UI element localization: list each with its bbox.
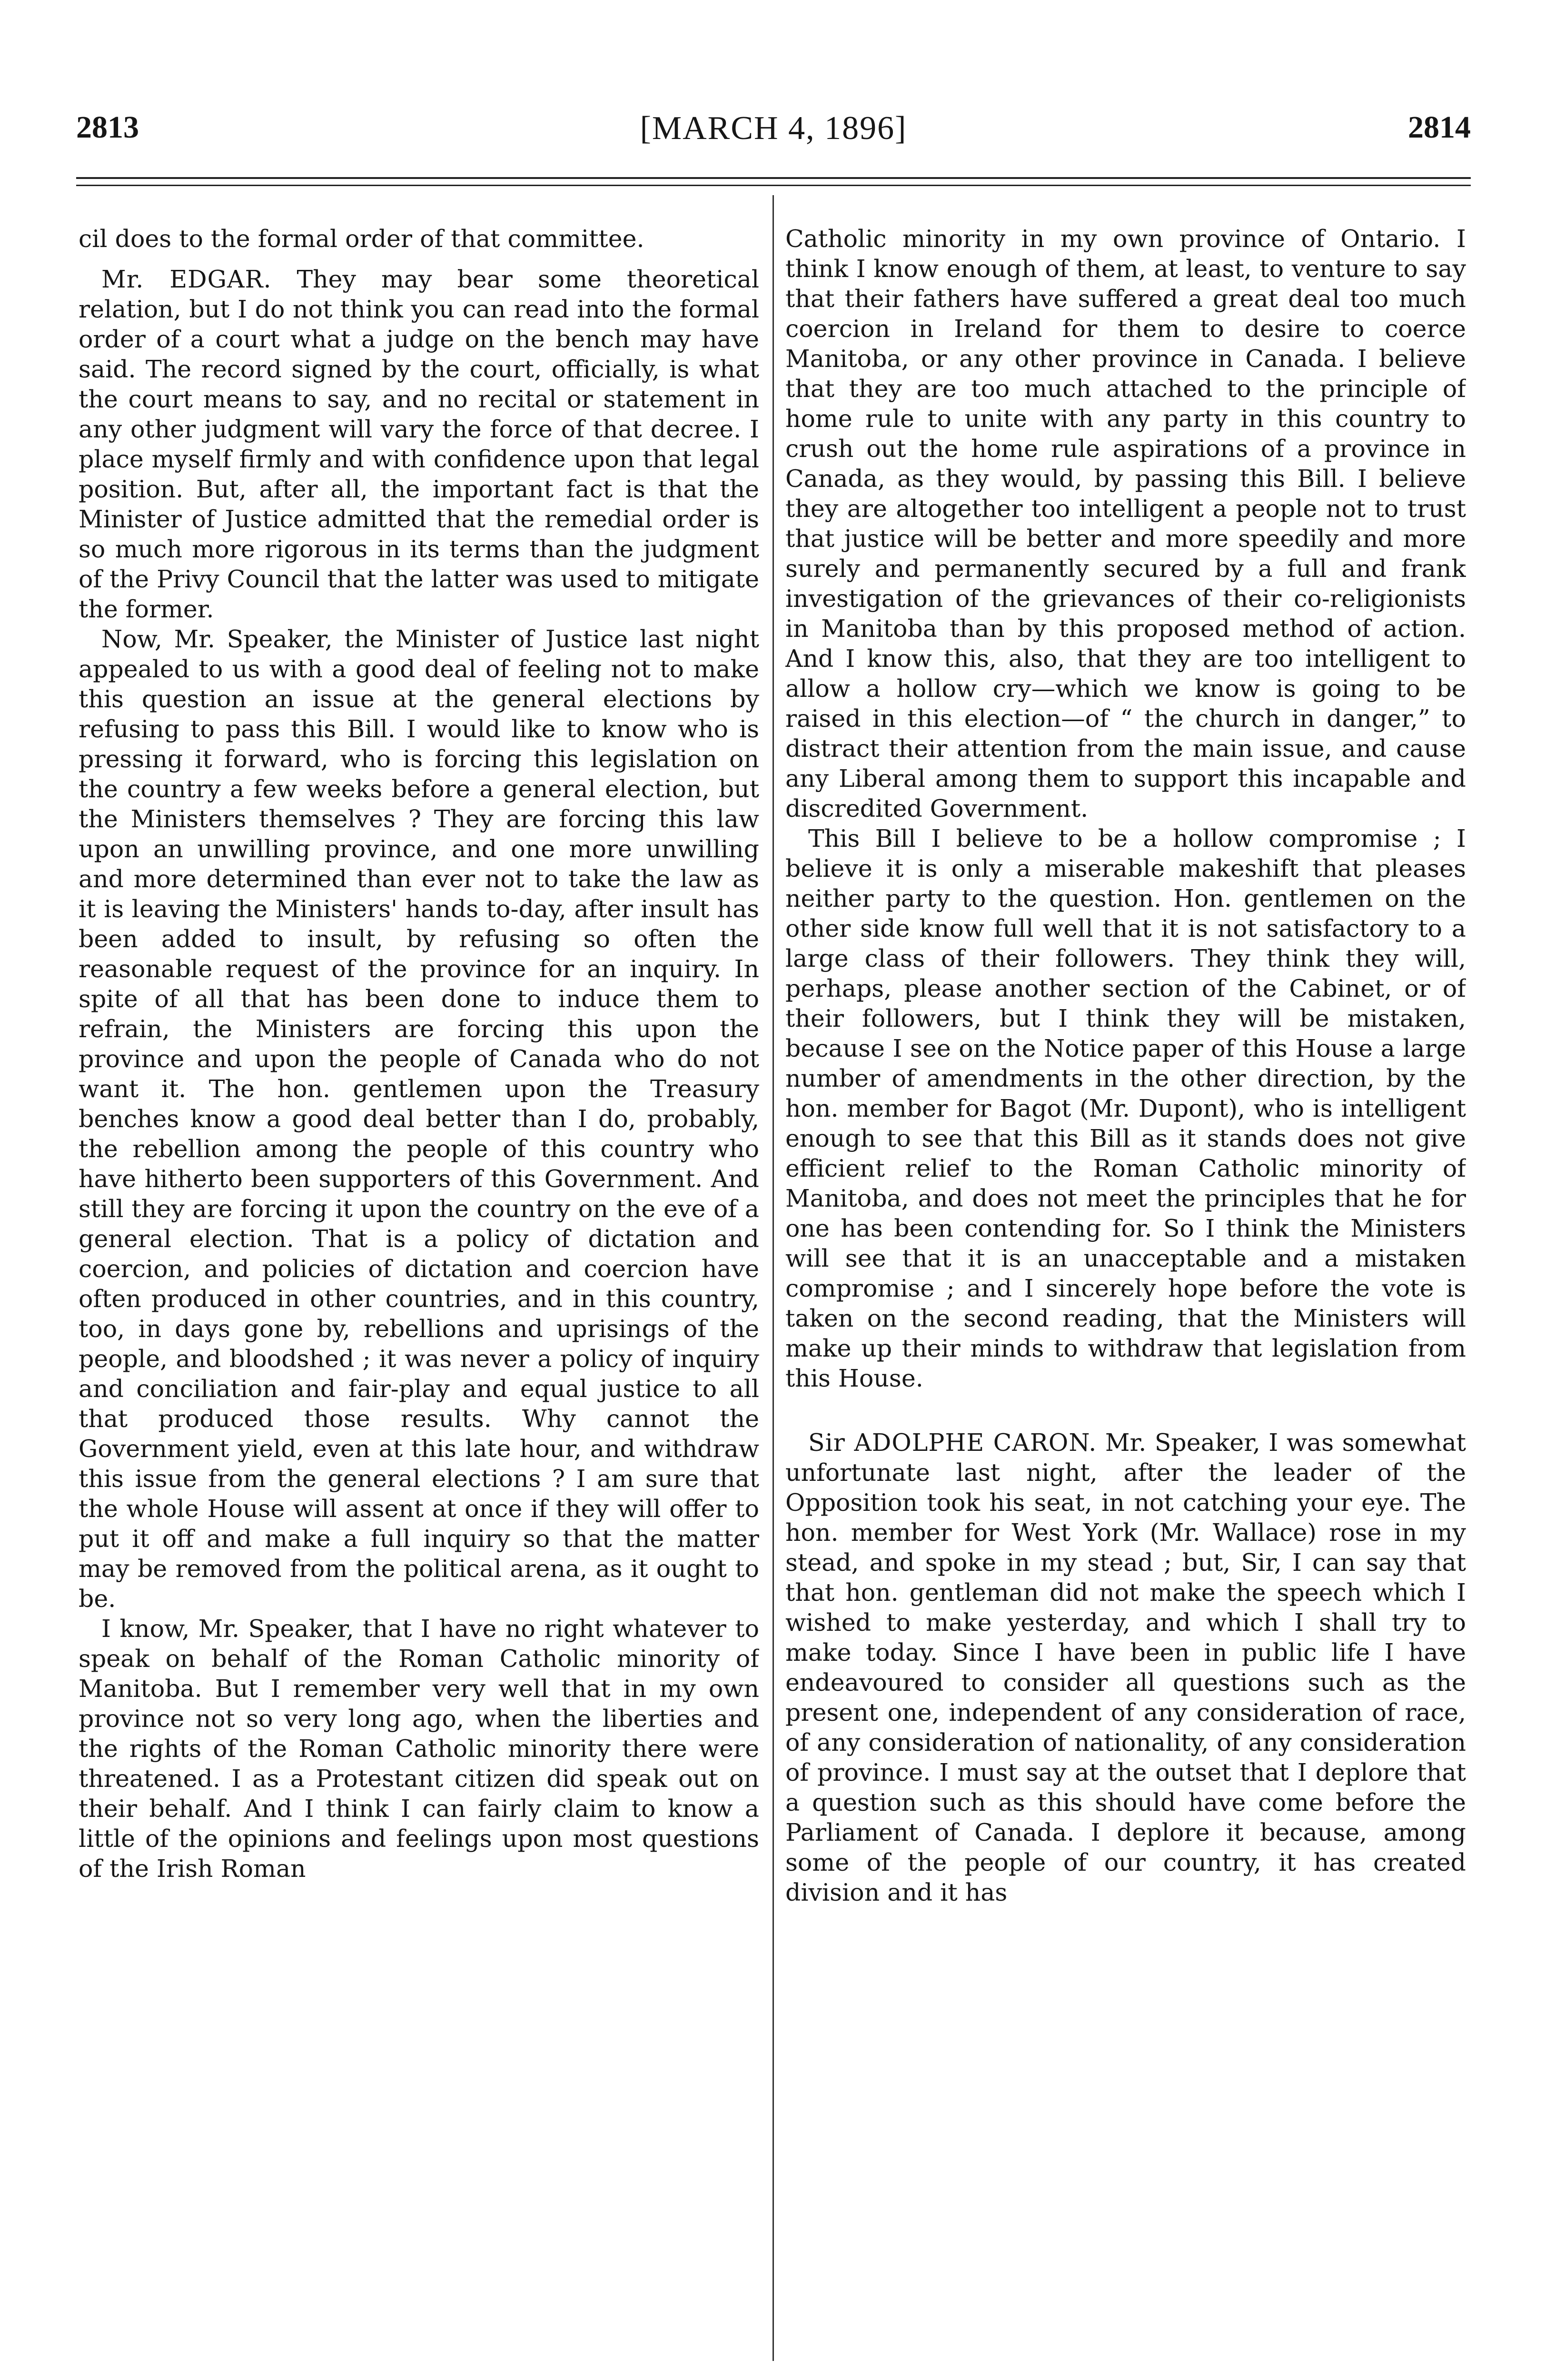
paragraph-text: Mr. Speaker, I was somewhat unfortunate last night, after the leader of the Opposition took his seat, in not catching your eye. The hon. member for West York (Mr. Wallace) rose in my stead, and spoke in my stead ; but, Sir, I can say that that hon. gentleman did not make the speech which I wished to make yesterday, and which I shall try to make today. Since I have been in public life I have endeavoured to consider all questions such as the present one, independent of any consideration of race, of any consideration of nationality, of any consideration of province. I must say at the outset that I deplore that a question such as this should have come before the Parliament of Canada. I deplore it because, among some of the people of our country, it has created division and it has — [785, 1428, 1466, 1906]
header-rule-bottom — [76, 185, 1471, 186]
header-rule-top — [76, 177, 1471, 179]
paragraph-text: This Bill I believe to be a hollow compromise ; I believe it is only a miserable makeshift that pleases neither party to the question. Hon. gentlemen on the other side know full well that it is not satisfactory to a large class of their followers. They think they will, perhaps, please another section of the Cabinet, or of their followers, but I think they will be mistaken, because I see on the Notice paper of this House a large number of amendments in the other direction, by the hon. member for Bagot (Mr. Dupont), who is intelligent enough to see that this Bill as it stands does not give efficient relief to the Roman Catholic minority of Manitoba, and does not meet the principles that he for one has been contending for. So I think the Ministers will see that it is an unacceptable and a mistaken compromise ; and I sincerely hope before the vote is taken on the second reading, that the Ministers will make up their minds to withdraw that legislation from this House. — [785, 824, 1466, 1392]
speaker-name: Sir ADOLPHE CARON. — [808, 1428, 1097, 1457]
speaker-name: Mr. EDGAR. — [101, 265, 272, 293]
paragraph-text: Catholic minority in my own province of Ontario. I think I know enough of them, at least, to venture to say that their fathers have suffered a great deal too much coercion in Ireland for them to desire to coerce Manitoba, or any other province in Canada. I believe that they are too much attached to the principle of home rule to unite with any party in this country to crush out the home rule aspirations of a province in Canada, as they would, by passing this Bill. I believe they are altogether too intelligent a people not to trust that justice will be better and more speedily and more surely and permanently secured by a full and frank investigation of the grievances of their co-religionists in Manitoba than by this proposed method of action. And I know this, also, that they are too intelligent to allow a hollow cry—which we know is going to be raised in this election—of “ the church in danger,” to distract their attention from the main issue, and cause any Liberal among them to support this incapable and discredited Government. — [785, 225, 1466, 823]
right-column — [785, 224, 1466, 2356]
paragraph-text: They may bear some theoretical relation, but I do not think you can read into the formal order of a court what a judge on the bench may have said. The record signed by the court, officially, is what the court means to say, and no recital or statement in any other judgment will vary the force of that decree. I place myself firmly and with confidence upon that legal position. But, after all, the important fact is that the Minister of Justice admitted that the remedial order is so much more rigorous in its terms than the judgment of the Privy Council that the latter was used to mitigate the former. — [79, 265, 759, 623]
page-header — [76, 95, 1471, 148]
paragraph-text: cil does to the formal order of that committee. — [79, 225, 644, 253]
paragraph-text: I know, Mr. Speaker, that I have no right whatever to speak on behalf of the Roman Catholic minority of Manitoba. But I remember very well that in my own province not so very long ago, when the liberties and the rights of the Roman Catholic minority there were threatened. I as a Protestant citizen did speak out on their behalf. And I think I can fairly claim to know a little of the opinions and feelings upon most questions of the Irish Roman — [79, 1615, 759, 1883]
column-divider — [772, 195, 774, 2361]
paragraph — [785, 224, 1466, 823]
page-number-left: 2813 — [76, 110, 139, 145]
speech-paragraph — [79, 264, 759, 624]
paragraph — [79, 1614, 759, 1884]
paragraph — [785, 823, 1466, 1393]
page-number-right: 2814 — [1408, 110, 1471, 145]
paragraph — [79, 624, 759, 1614]
speech-paragraph — [785, 1428, 1466, 1907]
page-date: [MARCH 4, 1896] — [640, 110, 907, 147]
left-column — [79, 224, 759, 2356]
paragraph — [79, 224, 759, 254]
paragraph-text: Now, Mr. Speaker, the Minister of Justice last night appealed to us with a good deal of feeling not to make this question an issue at the general elections by refusing to pass this Bill. I would like to know who is pressing it forward, who is forcing this legislation on the country a few weeks before a general election, but the Ministers themselves ? They are forcing this law upon an unwilling province, and one more unwilling and more determined than ever not to take the law as it is leaving the Ministers' hands to-day, after insult has been added to insult, by refusing so often the reasonable request of the province for an inquiry. In spite of all that has been done to induce them to refrain, the Ministers are forcing this upon the province and upon the people of Canada who do not want it. The hon. gentlemen upon the Treasury benches know a good deal better than I do, probably, the rebellion among the people of this country who have hitherto been supporters of this Government. And still they are forcing it upon the country on the eve of a general election. That is a policy of dictation and coercion, and policies of dictation and coercion have often produced in other countries, and in this country, too, in days gone by, rebellions and uprisings of the people, and bloodshed ; it was never a policy of inquiry and conciliation and fair-play and equal justice to all that produced those results. Why cannot the Government yield, even at this late hour, and withdraw this issue from the general elections ? I am sure that the whole House will assent at once if they will offer to put it off and make a full inquiry so that the matter may be removed from the political arena, as it ought to be. — [79, 625, 759, 1613]
